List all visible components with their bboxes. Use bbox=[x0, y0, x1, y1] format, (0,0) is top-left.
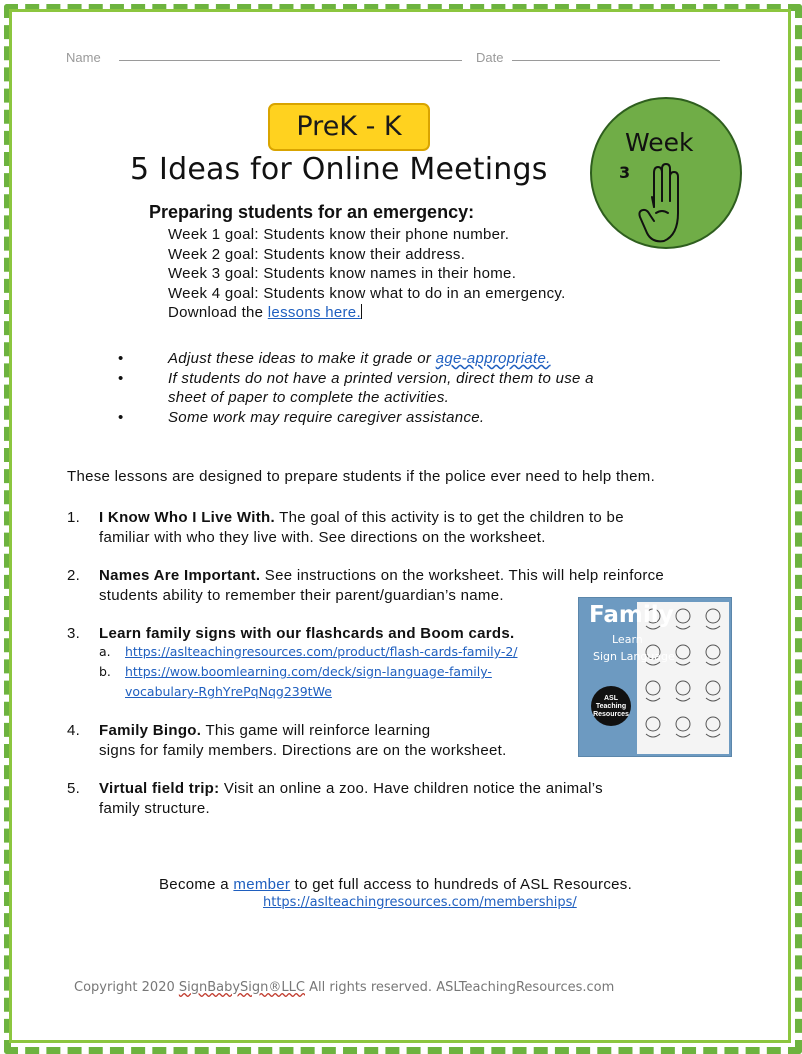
list-item bbox=[118, 369, 594, 389]
item-heading: Virtual field trip: bbox=[99, 780, 220, 797]
tips-list bbox=[118, 349, 594, 427]
boom-cards-link[interactable]: https://wow.boomlearning.com/deck/sign-language-family- bbox=[125, 664, 492, 679]
age-appropriate-link[interactable]: age-appropriate. bbox=[435, 350, 551, 367]
week-badge bbox=[590, 97, 742, 249]
resource-links bbox=[99, 642, 518, 702]
item-text: signs for family members. Directions are on the worksheet. bbox=[99, 742, 507, 759]
item-heading: Names Are Important. bbox=[99, 567, 261, 584]
item-letter: a. bbox=[99, 644, 111, 659]
item-number: 4. bbox=[67, 722, 81, 739]
goal-item: Week 3 goal: Students know names in their home. bbox=[168, 265, 517, 282]
list-item bbox=[99, 642, 518, 662]
memberships-link[interactable]: https://aslteachingresources.com/memberships/ bbox=[263, 895, 577, 910]
list-item-continued bbox=[118, 388, 594, 408]
goal-item: Week 2 goal: Students know their address. bbox=[168, 245, 466, 263]
bullet-icon: • bbox=[118, 350, 124, 367]
member-link[interactable]: member bbox=[233, 876, 291, 893]
week-label: Week bbox=[625, 128, 694, 157]
member-suffix: to get full access to hundreds of ASL Resources. bbox=[290, 876, 633, 893]
bullet-icon: • bbox=[118, 369, 124, 387]
item-number: 1. bbox=[67, 509, 81, 526]
card-subtitle: Learn bbox=[612, 633, 643, 646]
boom-cards-link-continued[interactable]: vocabulary-RghYrePqNqg239tWe bbox=[125, 684, 332, 699]
item-text: The goal of this activity is to get the children to be bbox=[274, 509, 624, 526]
membership-line bbox=[159, 876, 632, 893]
copyright-prefix: Copyright 2020 bbox=[74, 980, 179, 995]
item-heading: I Know Who I Live With. bbox=[99, 509, 275, 526]
page-title: 5 Ideas for Online Meetings bbox=[130, 152, 548, 187]
download-line bbox=[168, 303, 566, 323]
tip-text: sheet of paper to complete the activities. bbox=[168, 389, 450, 406]
list-item-continued bbox=[99, 682, 518, 702]
list-item bbox=[99, 662, 518, 682]
item-number: 2. bbox=[67, 567, 81, 584]
tip-text: Adjust these ideas to make it grade or bbox=[168, 350, 436, 367]
tip-text: Some work may require caregiver assistance. bbox=[168, 408, 485, 426]
subheading: Preparing students for an emergency: bbox=[149, 202, 475, 222]
list-item bbox=[118, 408, 594, 428]
card-subtitle: Sign Language bbox=[593, 650, 675, 663]
family-sign-language-image bbox=[578, 597, 732, 757]
goals-list bbox=[168, 225, 566, 323]
name-label: Name bbox=[66, 50, 101, 65]
name-line bbox=[119, 60, 462, 61]
date-line bbox=[512, 60, 720, 61]
item-text: See instructions on the worksheet. This will help reinforce bbox=[260, 567, 665, 584]
week-number: 3 bbox=[619, 163, 631, 182]
goal-item: Week 4 goal: Students know what to do in an emergency. bbox=[168, 284, 566, 302]
flashcards-link[interactable]: https://aslteachingresources.com/product/flash-cards-family-2/ bbox=[125, 644, 518, 659]
intro-text: These lessons are designed to prepare students if the police ever need to help them. bbox=[67, 468, 656, 485]
copyright-suffix: All rights reserved. ASLTeachingResources.com bbox=[304, 980, 615, 995]
item-number: 5. bbox=[67, 780, 81, 797]
item-text: familiar with who they live with. See directions on the worksheet. bbox=[99, 529, 546, 546]
item-text: This game will reinforce learning bbox=[201, 722, 431, 739]
bullet-icon: • bbox=[118, 408, 124, 426]
item-text: students ability to remember their parent/guardian’s name. bbox=[99, 587, 504, 604]
date-label: Date bbox=[476, 50, 504, 65]
item-number: 3. bbox=[67, 625, 81, 642]
goal-item: Week 1 goal: Students know their phone number. bbox=[168, 226, 510, 243]
text-cursor bbox=[361, 304, 362, 319]
copyright-footer bbox=[74, 980, 614, 995]
download-prefix: Download the bbox=[168, 304, 268, 321]
asl-teaching-resources-logo: ASL Teaching Resources bbox=[591, 686, 631, 726]
item-text: family structure. bbox=[99, 800, 210, 817]
tip-text: If students do not have a printed version, direct them to use a bbox=[168, 369, 594, 387]
list-item bbox=[118, 349, 594, 369]
item-letter: b. bbox=[99, 664, 111, 679]
grade-badge: PreK - K bbox=[268, 103, 430, 151]
item-heading: Family Bingo. bbox=[99, 722, 202, 739]
item-text: Visit an online a zoo. Have children notice the animal’s bbox=[219, 780, 603, 797]
member-prefix: Become a bbox=[159, 876, 234, 893]
company-name: SignBabySign®LLC bbox=[178, 980, 305, 995]
item-heading: Learn family signs with our flashcards and Boom cards. bbox=[99, 625, 515, 642]
card-title: Family bbox=[589, 602, 674, 628]
lessons-link[interactable]: lessons here. bbox=[267, 304, 361, 321]
hand-sign-icon bbox=[638, 163, 688, 247]
